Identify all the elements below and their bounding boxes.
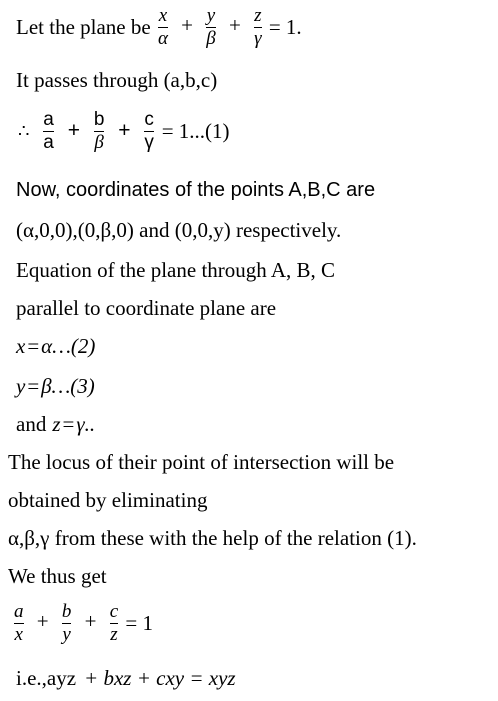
denominator-gamma: γ — [144, 131, 154, 153]
equation-rhs: β…(3) — [41, 374, 95, 398]
parallel-planes-text: parallel to coordinate plane are — [16, 296, 277, 320]
numerator-x: x — [158, 5, 168, 26]
plane-intro-text: Let the plane be — [16, 14, 151, 39]
numerator-a: a — [43, 109, 54, 130]
ie-prefix: i.e.,ayz — [16, 666, 77, 690]
fraction-b-beta — [94, 110, 105, 153]
denominator-y: y — [62, 623, 71, 645]
plus-sign: + — [36, 609, 49, 634]
and-word: and — [16, 412, 47, 436]
equation-rhs: γ.. — [76, 412, 96, 436]
plus-sign: + — [84, 609, 97, 634]
plus-sign: + — [118, 118, 131, 142]
var-z: z — [52, 412, 61, 436]
equation-rhs: = 1 — [125, 610, 153, 635]
var-x: x — [16, 334, 26, 358]
numerator-b: b — [93, 109, 105, 130]
coordinates-values-text: (α,0,0),(0,β,0) and (0,0,y) respectively. — [16, 218, 342, 242]
equals-sign: = — [27, 374, 40, 398]
numerator-z: z — [254, 5, 262, 26]
fraction-x-alpha — [158, 6, 168, 49]
equation-y-beta — [16, 376, 95, 397]
coordinates-intro-text: Now, coordinates of the points A,B,C are — [16, 179, 376, 201]
locus-equation-line — [12, 602, 153, 645]
equation-x-alpha — [16, 336, 95, 357]
denominator-a: a — [43, 131, 54, 153]
plus-sign: + — [67, 118, 80, 142]
plus-sign: + — [228, 13, 241, 38]
equation-rhs: = 1. — [268, 14, 302, 39]
substitution-equation-line — [18, 110, 230, 153]
final-equation-line — [16, 668, 236, 689]
fraction-c-z — [110, 602, 118, 645]
therefore-symbol: ∴ — [18, 121, 30, 142]
passes-through-text: It passes through (a,b,c) — [16, 68, 218, 92]
numerator-y: y — [206, 5, 216, 26]
plane-equation-intro-text: Equation of the plane through A, B, C — [16, 258, 336, 282]
fraction-y-beta — [206, 6, 215, 49]
denominator-beta: β — [206, 27, 216, 49]
plane-equation-line — [16, 6, 302, 49]
relation-text: α,β,γ from these with the help of the relation (1). — [8, 526, 417, 550]
we-thus-get-text: We thus get — [8, 564, 107, 588]
fraction-b-y — [62, 602, 72, 645]
final-equation: + bxz + cxy = xyz — [84, 666, 236, 690]
plus-sign: + — [181, 13, 194, 38]
fraction-a-x — [14, 602, 24, 645]
equals-sign: = — [27, 334, 40, 358]
denominator-alpha: α — [157, 27, 168, 49]
equation-rhs: α…(2) — [41, 334, 96, 358]
denominator-x: x — [14, 623, 23, 645]
numerator-b: b — [61, 601, 72, 622]
fraction-z-gamma — [254, 6, 262, 49]
fraction-c-gamma — [144, 110, 154, 153]
equals-sign: = — [62, 412, 75, 436]
var-y: y — [16, 374, 26, 398]
equation-rhs: = 1...(1) — [161, 118, 230, 143]
denominator-beta: β — [94, 131, 104, 153]
numerator-c: c — [144, 109, 154, 130]
numerator-a: a — [14, 601, 24, 622]
fraction-a-a — [43, 110, 54, 153]
locus-intro-text: The locus of their point of intersection will be — [8, 450, 395, 474]
equation-z-gamma — [16, 414, 95, 435]
eliminating-text: obtained by eliminating — [8, 488, 208, 512]
denominator-gamma: γ — [254, 27, 262, 49]
denominator-z: z — [110, 623, 118, 645]
numerator-c: c — [109, 601, 119, 622]
